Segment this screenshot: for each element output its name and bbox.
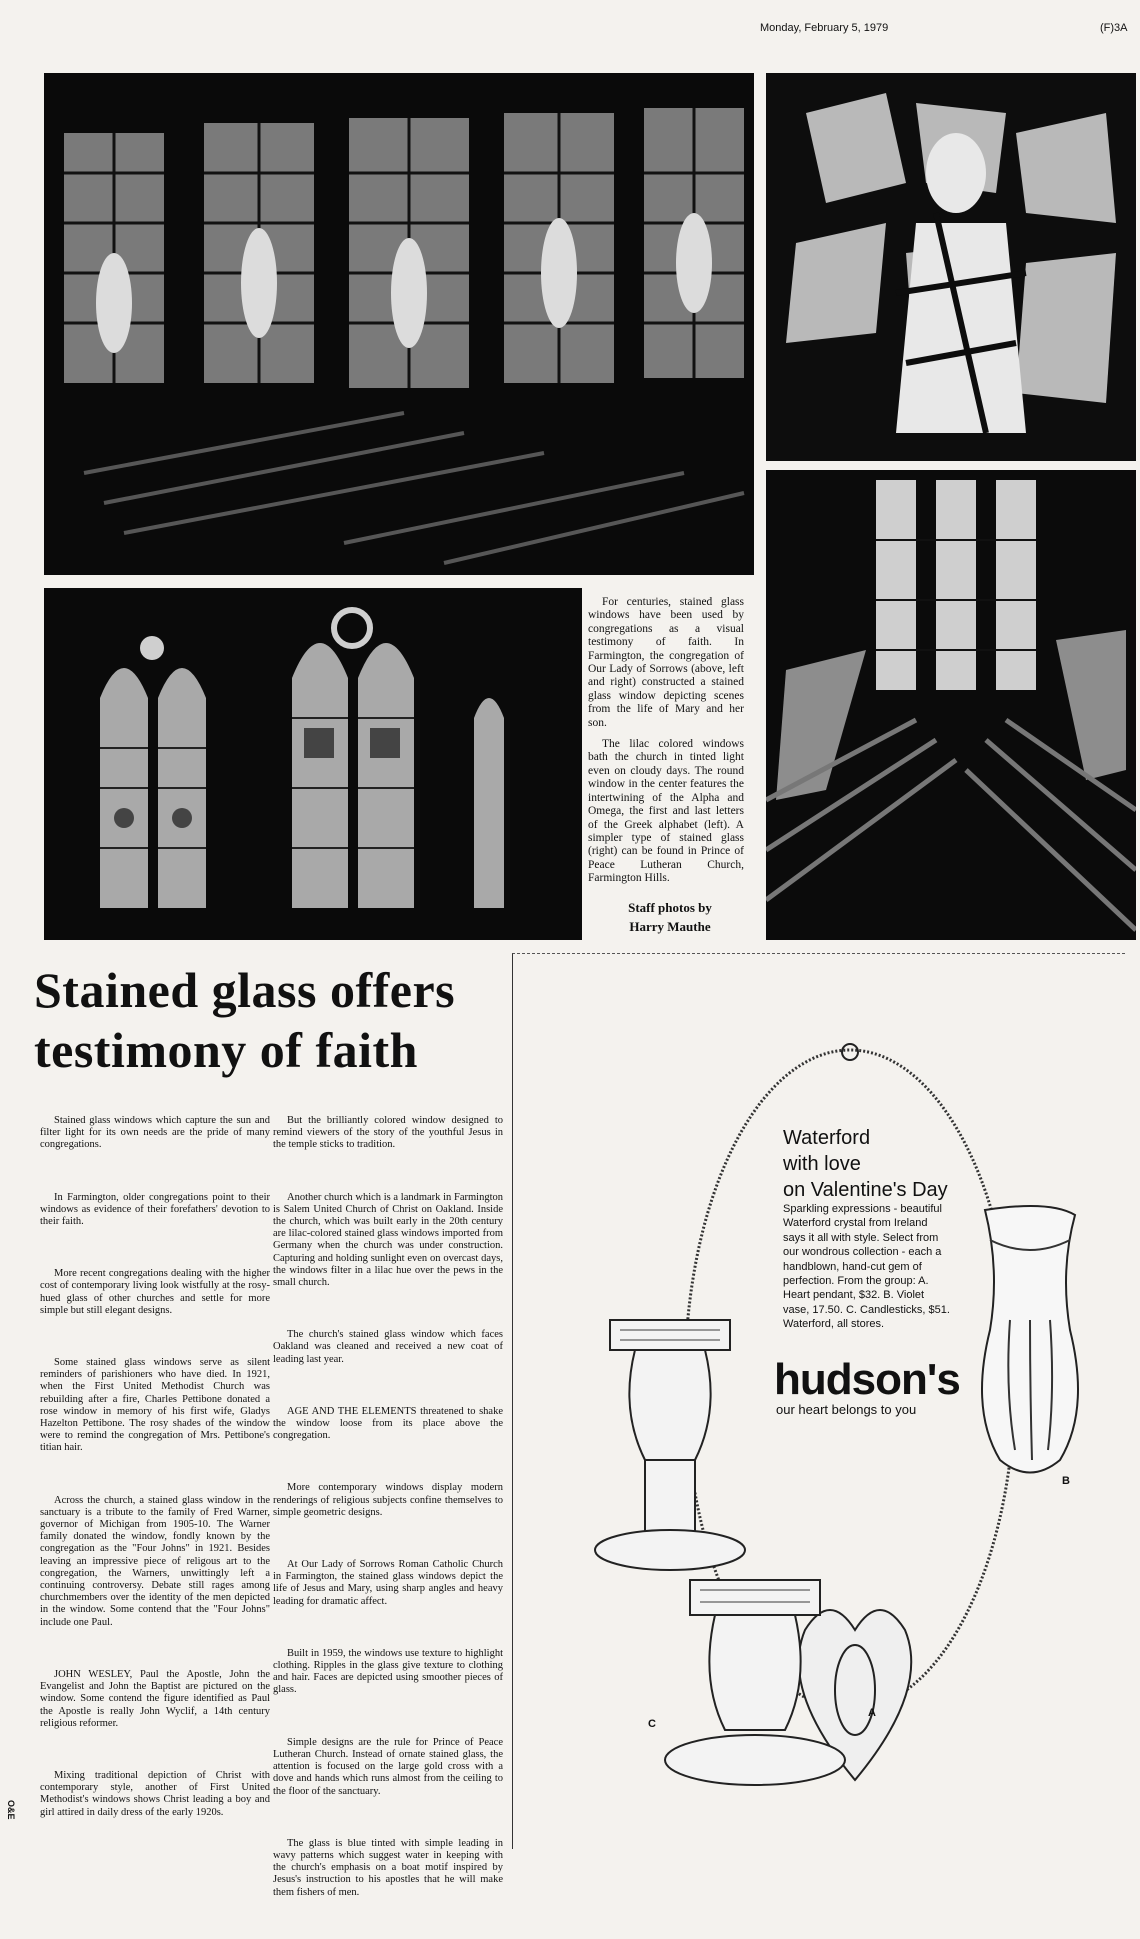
article-paragraph: Some stained glass windows serve as silent reminders of parishioners who have died. In 1921, when the First United Methodist Church was rebuilding after a fire, Charles Pettibone donated a rose window in memory of his first wife, Gladys Hazelton Pettibone. The rosy shades of the window were to remind the congregation of Mrs. Pettibone's titian hair. <box>40 1357 270 1454</box>
simple-stained-glass-photo <box>766 470 1136 940</box>
article-paragraph: Another church which is a landmark in Farmington is Salem United Church of Christ on Oakland. Inside the church, which was built early in the 20th century are lilac-colored stained glass windows imported from Germany when the church was under construction. Capturing and holding sunlight even on overcast days, the windows filter in a lilac hue over the pews in the small church. <box>273 1191 503 1289</box>
caption-paragraph: For centuries, stained glass windows have been used by congregations as a visual testimony of faith. In Farmington, the congregation of Our Lady of Sorrows (above, left and right) constructed a stained glass window depicting scenes from the life of Mary and her son. <box>588 596 744 729</box>
article-paragraph: Built in 1959, the windows use texture to highlight clothing. Ripples in the glass give texture to clothing and hair. Faces are depicted using smoother pieces of glass. <box>273 1647 503 1696</box>
stained-glass-figure-photo <box>766 73 1136 461</box>
photo-credit <box>595 898 745 936</box>
ad-headline-line: with love <box>783 1153 861 1175</box>
photo-caption <box>588 596 744 894</box>
credit-line: Staff photos by <box>628 900 712 915</box>
ad-headline-line: on Valentine's Day <box>783 1179 948 1201</box>
headline-line: testimony of faith <box>34 1022 418 1078</box>
article-paragraph: The church's stained glass window which faces Oakland was cleaned and received a new coat of leading last year. <box>273 1329 503 1365</box>
stained-glass-windows-photo <box>44 73 754 575</box>
article-column-1 <box>40 1115 270 1859</box>
ad-body-text: Sparkling expressions - beautiful Waterford crystal from Ireland says it all with style. Select from our wondrous collection - each a handblown, hand-cut gem of perfection. From the group: A. Heart pendant, $32. B. Violet vase, 17.50. C. Candlesticks, $51. Waterford, all stores. <box>783 1203 950 1331</box>
item-label-c: C <box>648 1718 656 1730</box>
article-paragraph: Simple designs are the rule for Prince of Peace Lutheran Church. Instead of ornate stained glass, the attention is focused on the large gold cross with a dove and hands which runs almost from the ceiling to the floor of the sanctuary. <box>273 1736 503 1797</box>
page-number: (F)3A <box>1100 22 1128 34</box>
page-code: O&E <box>6 1800 16 1820</box>
headline-line: Stained glass offers <box>34 962 456 1018</box>
item-label-b: B <box>1062 1475 1070 1487</box>
ad-headline <box>783 1125 983 1203</box>
article-headline <box>34 960 504 1080</box>
article-paragraph: More contemporary windows display modern renderings of religious subjects confine themselves to simple geometric designs. <box>273 1482 503 1518</box>
article-paragraph: Mixing traditional depiction of Christ with contemporary style, another of First United Methodist's windows shows Christ leading a boy and girl attired in daily dress of the early 1920s. <box>40 1769 270 1818</box>
article-paragraph: AGE AND THE ELEMENTS threatened to shake the window loose from its place above the congregation. <box>273 1405 503 1442</box>
article-paragraph: In Farmington, older congregations point to their windows as evidence of their forefathers' devotion to their faith. <box>40 1191 270 1228</box>
photographer-name: Harry Mauthe <box>629 919 711 934</box>
article-paragraph: The glass is blue tinted with simple leading in wavy patterns which suggest water in keeping with the church's emphasis on a boat motif inspired by Jesus's instruction to his apostles that he will make them fishers of men. <box>273 1837 503 1898</box>
item-label-a: A <box>868 1707 876 1719</box>
hudsons-logo: hudson's <box>774 1355 960 1404</box>
edition-date: Monday, February 5, 1979 <box>760 22 889 34</box>
caption-paragraph: The lilac colored windows bath the church in tinted light even on cloudy days. The round window in the center features the intertwining of the Alpha and Omega, the first and last letters of the Greek alphabet (left). A simpler type of stained glass (right) can be found in Prince of Peace Lutheran Church, Farmington Hills. <box>588 738 744 885</box>
article-paragraph: Stained glass windows which capture the sun and filter light for its own needs are the pride of many congregations. <box>40 1115 270 1151</box>
article-paragraph: At Our Lady of Sorrows Roman Catholic Church in Farmington, the stained glass windows depict the life of Jesus and Mary, using sharp angles and heavy leading for dramatic affect. <box>273 1559 503 1607</box>
arched-windows-photo <box>44 588 582 940</box>
article-column-2 <box>273 1115 503 1939</box>
article-paragraph: Across the church, a stained glass window in the sanctuary is a tribute to the family of Fred Warner, governor of Michigan from 1905-10. The Warner family donated the window, fondly known by the congregation as the "Four Johns" in 1921. Besides leaving an impressive piece of religous art to the congregation, the Warners, unwittingly left a continuing controversy. Debate still rages among churchmembers over the identity of the men depicted in the window. Some contend that the "Four Johns" include one Paul. <box>40 1494 270 1628</box>
article-paragraph: JOHN WESLEY, Paul the Apostle, John the Evangelist and John the Baptist are pictured on the window. Some contend the figure identified as Paul the Apostle is really John Wyclif, a 14th century religious reformer. <box>40 1668 270 1729</box>
ad-slogan: our heart belongs to you <box>776 1402 917 1417</box>
article-paragraph: More recent congregations dealing with the higher cost of contemporary living look wistfully at the rosy- hued glass of other churches and settle for more simple but still elegant designs. <box>40 1268 270 1316</box>
ad-headline-line: Waterford <box>783 1127 871 1149</box>
article-paragraph: But the brilliantly colored window designed to remind viewers of the story of the youthful Jesus in the temple sticks to tradition. <box>273 1115 503 1151</box>
